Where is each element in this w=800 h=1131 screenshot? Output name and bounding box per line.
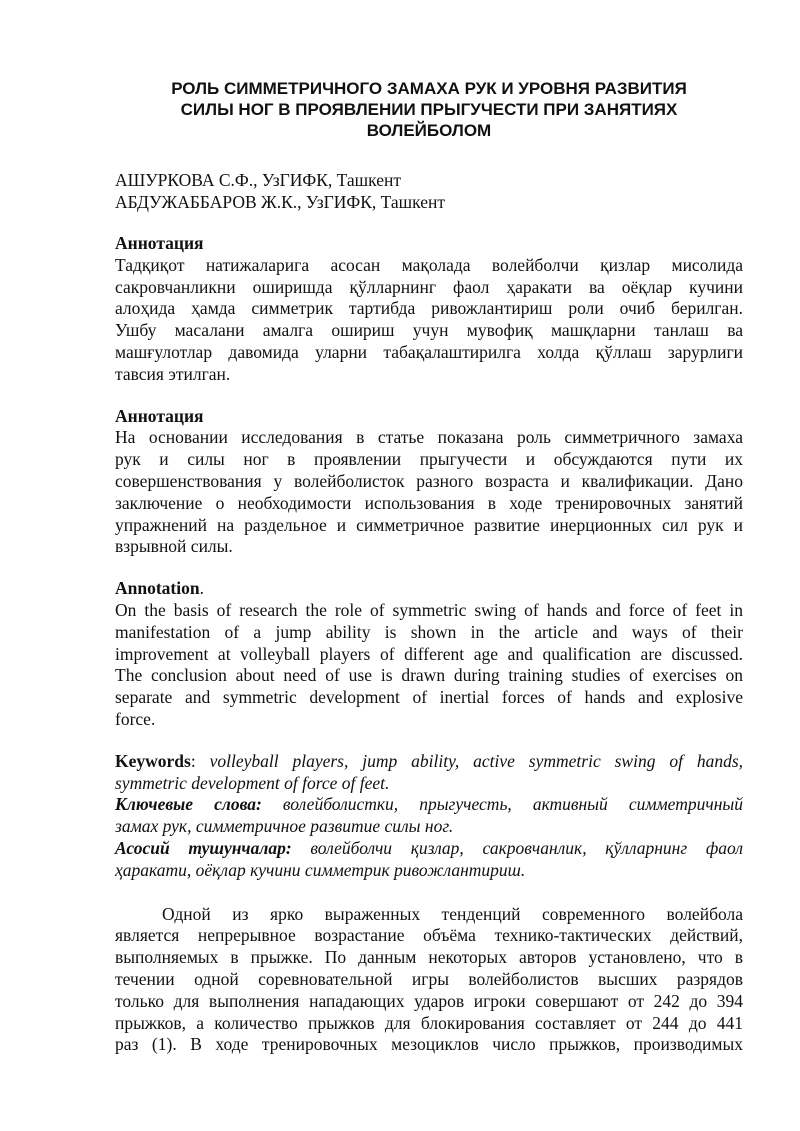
abstract-line: force.	[115, 708, 156, 729]
abstract-heading-period: .	[199, 578, 204, 599]
author-line: АБДУЖАББАРОВ Ж.К., УзГИФК, Ташкент	[115, 192, 445, 212]
keywords-line: ҳаракати, оёқлар кучини симметрик ривожлантириш.	[115, 859, 526, 880]
body-line: прыжков, а количество прыжков для блокирования составляет от 244 до 441	[115, 1012, 743, 1033]
body-line: раз (1). В ходе тренировочных мезоциклов число прыжков, производимых	[115, 1034, 743, 1055]
title-line: ВОЛЕЙБОЛОМ	[366, 121, 492, 140]
body-line: течении одной соревновательной игры волейболистов высших разрядов	[115, 968, 743, 989]
keywords-line: symmetric development of force of feet.	[115, 772, 390, 793]
abstract-line: improvement at volleyball players of different age and qualification are discussed.	[115, 643, 743, 664]
keywords-label: Ключевые слова:	[115, 794, 262, 815]
keywords-line	[115, 794, 743, 816]
body-paragraph	[115, 904, 743, 1057]
abstract-heading: Аннотация	[115, 233, 204, 253]
abstract-english	[115, 578, 743, 731]
abstract-line: separate and symmetric development of inertial forces of hands and explosive	[115, 687, 743, 708]
keywords-label: Keywords	[115, 750, 191, 771]
body-line: только для выполнения нападающих ударов игроки совершают от 242 до 394	[115, 990, 743, 1011]
keywords-line	[115, 838, 743, 860]
abstract-line: On the basis of research the role of symmetric swing of hands and force of feet in	[115, 599, 743, 620]
keywords-russian	[115, 794, 743, 838]
abstract-line: manifestation of a jump ability is shown in the article and ways of their	[115, 621, 743, 642]
abstract-uzbek	[115, 233, 743, 386]
abstract-line: рук и силы ног в проявлении прыгучести и обсуждаются пути их	[115, 449, 743, 470]
abstract-line: заключение о необходимости использования в ходе тренировочных занятий	[115, 492, 743, 513]
abstract-line: Тадқиқот натижаларига асосан мақолада волейболчи қизлар мисолида	[115, 254, 743, 275]
abstract-line: взрывной силы.	[115, 536, 233, 557]
keywords-line	[115, 751, 743, 773]
abstract-line: Ушбу масалани амалга ошириш учун мувофиқ машқларни танлаш ва	[115, 320, 743, 341]
abstract-line: The conclusion about need of use is drawn during training studies of exercises on	[115, 665, 743, 686]
abstract-heading	[115, 578, 743, 600]
body-line: является непрерывное возрастание объёма технико-тактических действий,	[115, 925, 743, 946]
abstract-line: сакровчанликни оширишда қўлларнинг фаол ҳаракати ва оёқлар кучини	[115, 276, 743, 297]
keywords-text: volleyball players, jump ability, active symmetric swing of hands,	[195, 750, 743, 771]
keywords-line: замах рук, симметричное развитие силы ног.	[115, 816, 454, 837]
keywords-text: волейболчи қизлар, сакровчанлик, қўлларнинг фаол	[291, 837, 743, 858]
author-line: АШУРКОВА С.Ф., УзГИФК, Ташкент	[115, 170, 401, 190]
abstract-russian	[115, 406, 743, 559]
keywords-text: волейболистки, прыгучесть, активный симметричный	[261, 794, 743, 815]
title-line: СИЛЫ НОГ В ПРОЯВЛЕНИИ ПРЫГУЧЕСТИ ПРИ ЗАНЯТИЯХ	[180, 100, 678, 119]
abstract-line: совершенствования у волейболисток разного возраста и квалификации. Дано	[115, 470, 743, 491]
abstract-line: алоҳида ҳамда симметрик тартибда ривожлантириш роли очиб берилган.	[115, 298, 743, 319]
abstract-heading: Аннотация	[115, 405, 204, 426]
title-line: РОЛЬ СИММЕТРИЧНОГО ЗАМАХА РУК И УРОВНЯ РАЗВИТИЯ	[171, 79, 687, 98]
keywords-english	[115, 751, 743, 795]
abstract-line: тавсия этилган.	[115, 363, 231, 384]
paper-title	[115, 78, 743, 141]
abstract-line: На основании исследования в статье показана роль симметричного замаха	[115, 427, 743, 448]
author-list	[115, 169, 743, 213]
body-line: выполняемых в прыжке. По данным некоторых авторов установлено, что в	[115, 947, 743, 968]
keywords-separator: :	[190, 750, 196, 771]
keywords-label: Асосий тушунчалар:	[115, 837, 292, 858]
body-line: Одной из ярко выраженных тенденций современного волейбола	[162, 903, 743, 924]
abstract-line: упражнений на раздельное и симметричное развитие инерционных сил рук и	[115, 514, 743, 535]
abstract-line: машғулотлар давомида уларни табақалаштирилга холда қўллаш зарурлиги	[115, 341, 743, 362]
keywords-uzbek	[115, 838, 743, 882]
abstract-heading-text: Annotation	[115, 578, 200, 599]
